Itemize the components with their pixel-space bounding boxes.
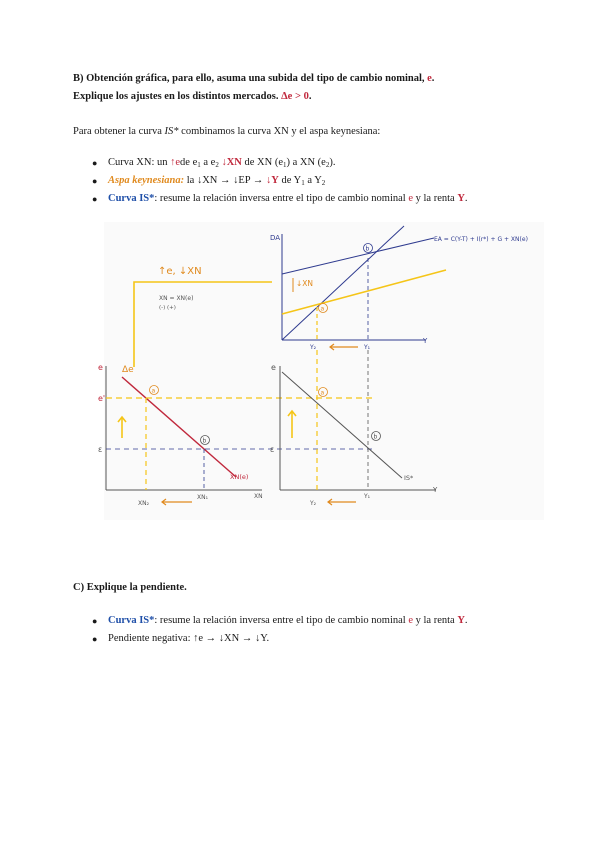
section-c-title: C) Explique la pendiente. [73, 582, 187, 593]
connector-formula-2: (-) (+) [159, 305, 176, 311]
is-e-axis-label: e [271, 363, 276, 372]
section-b-title-text: B) Obtención gráfica, para ello, asuma una subida del tipo de cambio nominal, [73, 73, 425, 84]
xn-point-b: b [202, 437, 207, 445]
b1-a: a e [203, 157, 216, 168]
xn-e-low-label: ε [98, 445, 103, 454]
kc-ea-label: EA = C(Y-T) + I(r*) + G + XN(e) [434, 236, 528, 243]
b2-mid: de Y [281, 175, 302, 186]
intro-paragraph [73, 126, 380, 137]
xn-e-axis-label: e [98, 363, 103, 372]
kc-down-xn: ↓XN [296, 279, 314, 288]
b3-label: Curva IS* [108, 193, 155, 204]
b2-y: ↓Y [265, 175, 279, 186]
section-b-title-dot: . [431, 73, 435, 84]
b3-mid: y la renta [415, 193, 455, 204]
b1-end: ). [329, 157, 336, 168]
c-bullet-is [108, 615, 468, 626]
connector-label: ↑e, ↓XN [158, 266, 202, 277]
is-y2-label: Y₂ [310, 500, 317, 507]
b2-pre: la ↓XN → ↓EP → [186, 175, 264, 186]
b1-s2: 2 [215, 161, 219, 169]
kc-da-label: DA [270, 234, 281, 242]
section-b-subtitle-text: Explique los ajustes en los distintos mercados. [73, 91, 279, 102]
xn-point-a: a [151, 387, 156, 395]
b2-s2: 2 [321, 179, 326, 187]
c1-mid: y la renta [415, 615, 455, 626]
is-y1-label: Y₁ [364, 493, 371, 500]
is-point-a: a [320, 389, 325, 397]
b1-de: de XN (e [244, 157, 283, 168]
section-b-delta: Δe > 0 [281, 91, 309, 102]
c1-dot: . [464, 615, 468, 626]
is-curve-label: IS* [404, 474, 414, 482]
b2-a: a Y [307, 175, 322, 186]
intro-pre: Para obtener la curva [73, 126, 162, 137]
b1-s4: 2 [325, 161, 330, 169]
c1-pre: : resume la relación inversa entre el tipo de cambio nominal [154, 615, 406, 626]
kc-y2-label: Y₂ [310, 344, 317, 351]
xn1-label: XN₁ [197, 494, 209, 501]
b1-axn: ) a XN (e [286, 157, 326, 168]
xn-e-high-label: e' [98, 394, 106, 403]
b1-xn: ↓XN [221, 157, 242, 168]
section-b-title [73, 73, 434, 84]
section-b-title-e: e [427, 73, 432, 84]
b3-y: Y [457, 193, 465, 204]
intro-is: IS* [164, 126, 179, 137]
b2-s1: 1 [301, 179, 305, 187]
bullet-xn [108, 157, 335, 169]
xn2-label: XN₂ [138, 500, 150, 507]
b2-label: Aspa keynesiana: [108, 175, 185, 186]
c1-y: Y [457, 615, 465, 626]
connector-formula-1: XN = XN(e) [159, 295, 194, 302]
bullet-dot: ● [92, 158, 98, 168]
is-e-low-label: ε [270, 445, 275, 454]
bullet-dot: ● [92, 194, 98, 204]
bullet-dot: ● [92, 634, 98, 644]
is-point-b: b [373, 433, 378, 441]
bullet-dot: ● [92, 616, 98, 626]
bullet-dot: ● [92, 176, 98, 186]
c1-label: Curva IS* [108, 615, 155, 626]
kc-point-a: a [320, 305, 325, 313]
bullet-aspa [108, 175, 325, 187]
bullet-is [108, 193, 468, 204]
section-b-subtitle-dot: . [308, 91, 312, 102]
is-y-axis-label: Y [433, 486, 438, 494]
c-bullet-slope: Pendiente negativa: ↑e → ↓XN → ↓Y. [108, 633, 270, 644]
kc-point-b: b [365, 245, 370, 253]
xn-axis-label: XN [254, 493, 263, 500]
section-b-subtitle [73, 91, 311, 102]
kc-y1-label: Y₁ [364, 344, 371, 351]
xn-curve-label: XN(e) [230, 473, 249, 481]
b3-pre: : resume la relación inversa entre el tipo de cambio nominal [154, 193, 406, 204]
kc-y-axis-label: Y [423, 337, 428, 345]
c1-e: e [408, 615, 414, 626]
b1-s3: 1 [282, 161, 287, 169]
b1-mid: de e [180, 157, 198, 168]
b3-e: e [408, 193, 414, 204]
b1-s1: 1 [197, 161, 201, 169]
b3-dot: . [464, 193, 468, 204]
is-derivation-sketch [98, 222, 544, 520]
intro-post: combinamos la curva XN y el aspa keynesiana: [181, 126, 381, 137]
b1-pre: Curva XN: un [108, 157, 168, 168]
b1-up-e: ↑e [170, 157, 181, 168]
xn-delta-e: Δe [122, 365, 134, 375]
